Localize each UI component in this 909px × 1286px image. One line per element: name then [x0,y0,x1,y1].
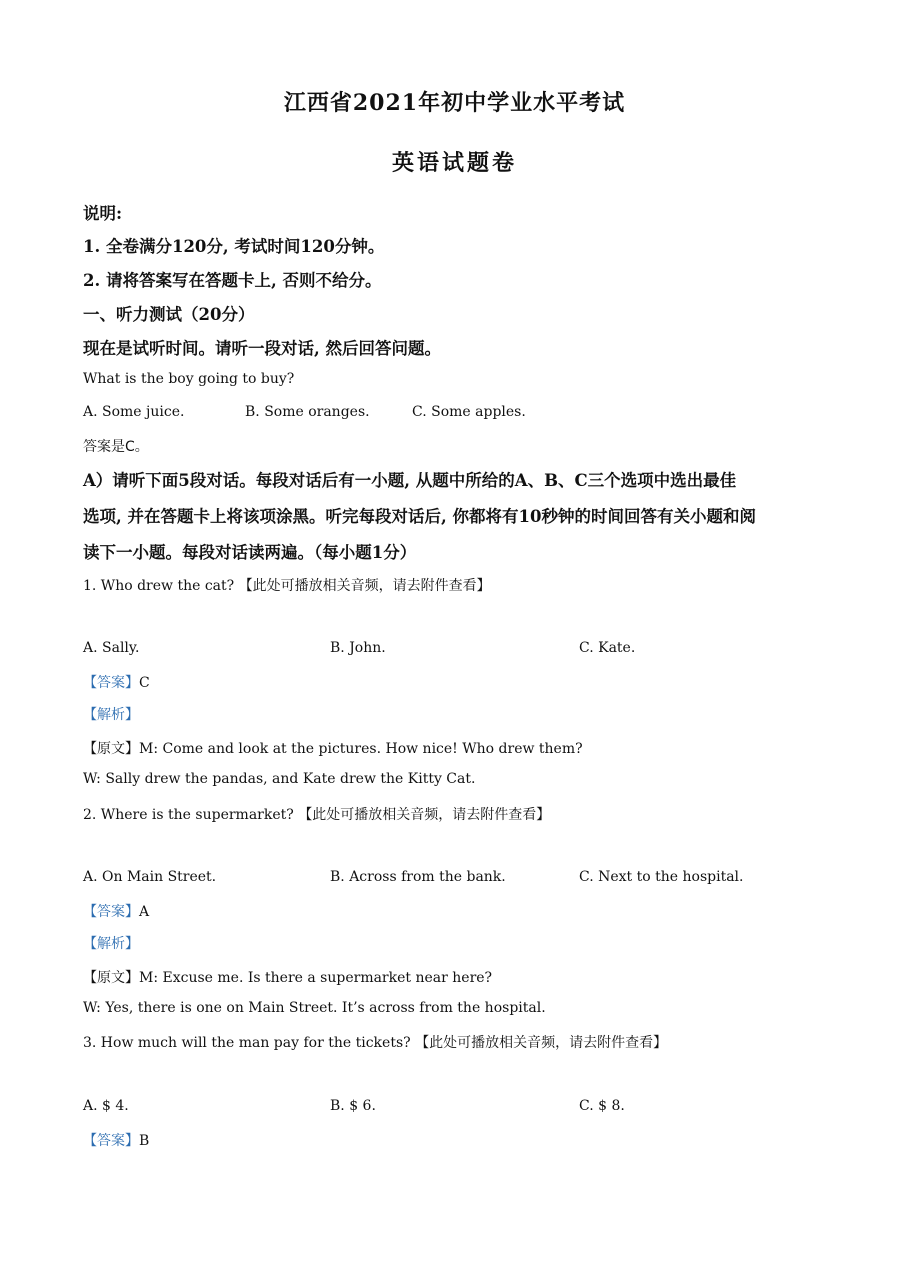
exam-subtitle: 英语试题卷 [391,150,517,176]
original-tag: 【原文】 [83,970,139,986]
q3-option-b: B. $ 6. [330,1098,376,1114]
q2-option-c: C. Next to the hospital. [579,869,744,885]
trial-question: What is the boy going to buy? [83,371,295,387]
q3-option-c: C. $ 8. [579,1098,625,1114]
q1-answer: C [139,675,150,691]
q3-answer: B [139,1133,150,1149]
part-a-instructions-line-2: 选项, 并在答题卡上将该项涂黑。听完每段对话后, 你都将有10秒钟的时间回答有关小题和阅 [83,507,756,526]
analysis-tag: 【解析】 [83,936,139,952]
q2-analysis-line [83,933,139,953]
analysis-tag: 【解析】 [83,707,139,723]
question-3: 3. How much will the man pay for the tickets? 【此处可播放相关音频，请去附件查看】 [83,1035,668,1051]
q3-answer-line [83,1130,149,1150]
q1-analysis-line [83,704,139,724]
answer-tag: 【答案】 [83,1133,139,1149]
notes-item-2: 2. 请将答案写在答题卡上, 否则不给分。 [83,271,382,290]
part-a-instructions-line-3: 读下一小题。每段对话读两遍。（每小题1分） [83,543,417,562]
q3-option-a: A. $ 4. [83,1098,129,1114]
notes-heading: 说明: [83,204,123,223]
q1-original: M: Come and look at the pictures. How nice! Who drew them? [139,741,583,757]
q1-option-b: B. John. [330,640,386,656]
trial-answer: 答案是C。 [83,439,149,455]
section-heading: 一、听力测试（20分） [83,305,255,324]
q2-option-a: A. On Main Street. [83,869,217,885]
exam-title: 江西省2021年初中学业水平考试 [283,90,626,116]
q1-original-line [83,738,583,758]
q2-answer-line [83,901,149,921]
original-tag: 【原文】 [83,741,139,757]
trial-option-b: B. Some oranges. [245,404,370,420]
q1-answer-line [83,672,150,692]
answer-tag: 【答案】 [83,904,139,920]
q1-option-a: A. Sally. [83,640,140,656]
q2-reply: W: Yes, there is one on Main Street. It’s across from the hospital. [83,1000,546,1016]
q1-option-c: C. Kate. [579,640,636,656]
answer-tag: 【答案】 [83,675,139,691]
q2-original-line [83,967,492,987]
q2-answer: A [139,904,150,920]
q1-reply: W: Sally drew the pandas, and Kate drew the Kitty Cat. [83,771,476,787]
part-a-instructions-line-1: A）请听下面5段对话。每段对话后有一小题, 从题中所给的A、B、C三个选项中选出最佳 [83,471,737,490]
q2-option-b: B. Across from the bank. [330,869,506,885]
q2-original: M: Excuse me. Is there a supermarket near here? [139,970,493,986]
notes-item-1: 1. 全卷满分120分, 考试时间120分钟。 [83,237,385,256]
question-1: 1. Who drew the cat? 【此处可播放相关音频，请去附件查看】 [83,578,491,594]
trial-intro: 现在是试听时间。请听一段对话, 然后回答问题。 [83,339,441,358]
question-2: 2. Where is the supermarket? 【此处可播放相关音频，请去附件查看】 [83,807,551,823]
trial-option-a: A. Some juice. [83,404,185,420]
trial-option-c: C. Some apples. [412,404,526,420]
